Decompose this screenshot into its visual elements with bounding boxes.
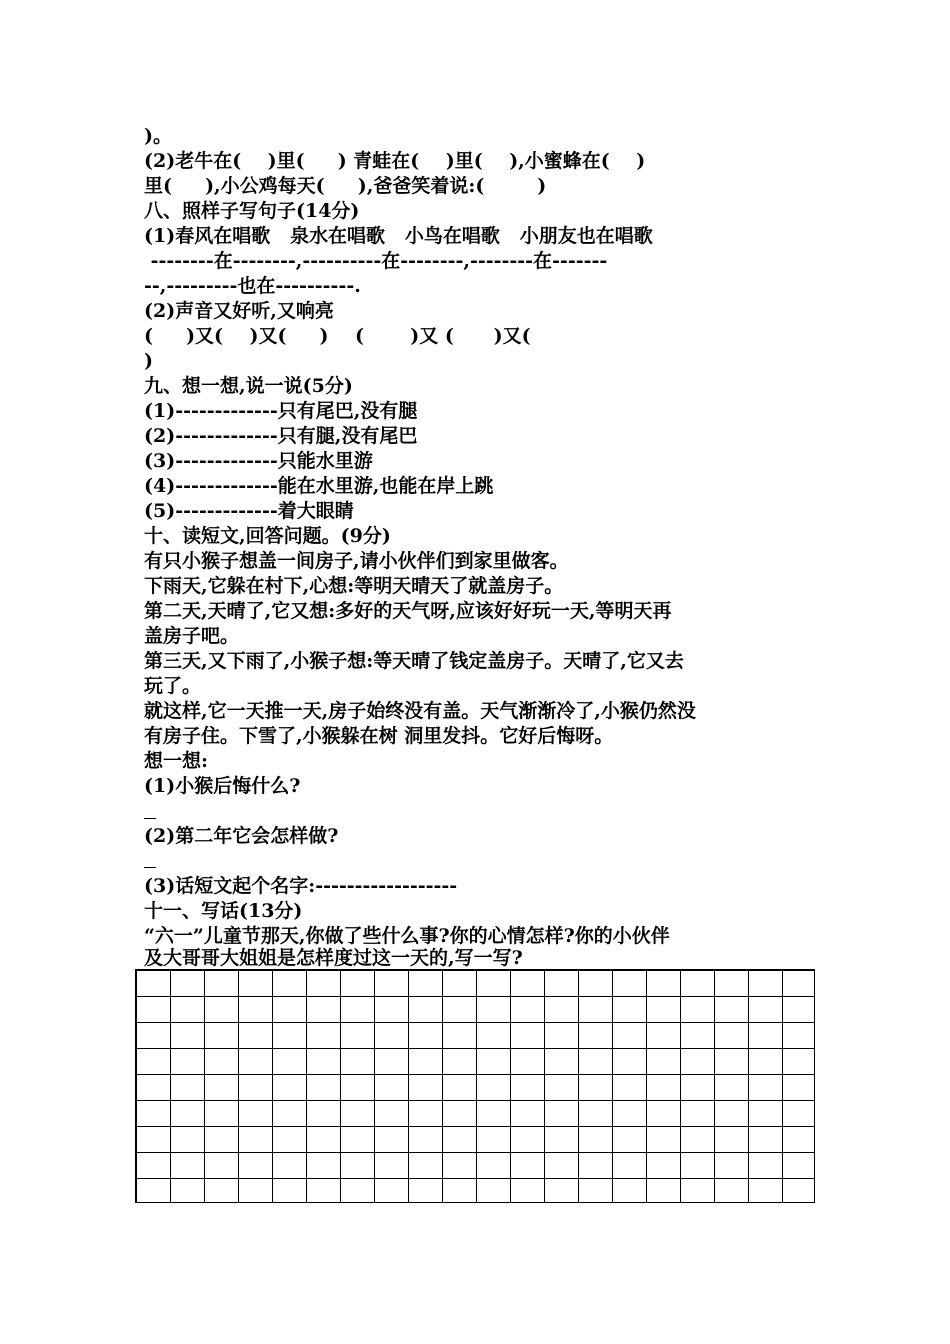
q8-1-blanks-1: --------在--------,----------在--------,--------在------- [144, 250, 608, 272]
story-paragraph-3-line-2: 盖房子吧。 [144, 625, 240, 647]
q8-1-example: (1)春风在唱歌 泉水在唱歌 小鸟在唱歌 小朋友也在唱歌 [144, 225, 653, 247]
q9-item-2: (2)-------------只有腿,没有尾巴 [144, 425, 418, 447]
q7-2-line-1: (2)老牛在( )里( ) 青蛙在( )里( ),小蜜蜂在( ) [144, 150, 646, 172]
q10-question-3: (3)话短文起个名字:------------------ [144, 875, 458, 897]
q10-question-2: (2)第二年它会怎样做? [144, 825, 339, 847]
q9-item-4: (4)-------------能在水里游,也能在岸上跳 [144, 475, 494, 497]
story-paragraph-1: 有只小猴子想盖一间房子,请小伙伴们到家里做客。 [144, 550, 569, 572]
story-paragraph-5-line-2: 有房子住。下雪了,小猴躲在树 洞里发抖。它好后悔呀。 [144, 725, 614, 747]
q9-item-3: (3)-------------只能水里游 [144, 450, 373, 472]
q10-question-1: (1)小猴后悔什么? [144, 775, 301, 797]
think-prompt: 想一想: [144, 750, 209, 772]
q9-item-1: (1)-------------只有尾巴,没有腿 [144, 400, 418, 422]
q9-item-5: (5)-------------着大眼睛 [144, 500, 354, 522]
q8-2-blanks-2: ) [144, 350, 153, 372]
q8-2-blanks-1: ( )又( )又( ) ( )又 ( )又( [144, 325, 531, 347]
q7-2-line-2: 里( ),小公鸡每天( ),爸爸笑着说:( ) [144, 175, 547, 197]
section-11-heading: 十一、写话(13分) [144, 900, 303, 922]
q7-continuation: )。 [144, 125, 172, 147]
story-paragraph-5-line-1: 就这样,它一天推一天,房子始终没有盖。天气渐渐冷了,小猴仍然没 [144, 700, 696, 722]
section-10-heading: 十、读短文,回答问题。(9分) [144, 525, 391, 547]
story-paragraph-4-line-1: 第三天,又下雨了,小猴子想:等天晴了钱定盖房子。天晴了,它又去 [144, 650, 684, 672]
section-9-heading: 九、想一想,说一说(5分) [144, 375, 353, 397]
q10-1-answer-line[interactable] [144, 818, 156, 819]
writing-prompt-line-1: “六一”儿童节那天,你做了些什么事?你的心情怎样?你的小伙伴 [144, 925, 670, 947]
q10-2-answer-line[interactable] [144, 867, 156, 868]
writing-grid[interactable] [135, 969, 815, 1203]
story-paragraph-4-line-2: 玩了。 [144, 675, 202, 697]
q8-1-blanks-2: --,---------也在----------. [144, 275, 361, 297]
writing-prompt-line-2: 及大哥哥大姐姐是怎样度过这一天的,写一写? [144, 947, 523, 969]
q8-2-example: (2)声音又好听,又响亮 [144, 300, 334, 322]
section-8-heading: 八、照样子写句子(14分) [144, 200, 360, 222]
story-paragraph-3-line-1: 第二天,天晴了,它又想:多好的天气呀,应该好好玩一天,等明天再 [144, 600, 672, 622]
story-paragraph-2: 下雨天,它躲在村下,心想:等明天晴天了就盖房子。 [144, 575, 564, 597]
